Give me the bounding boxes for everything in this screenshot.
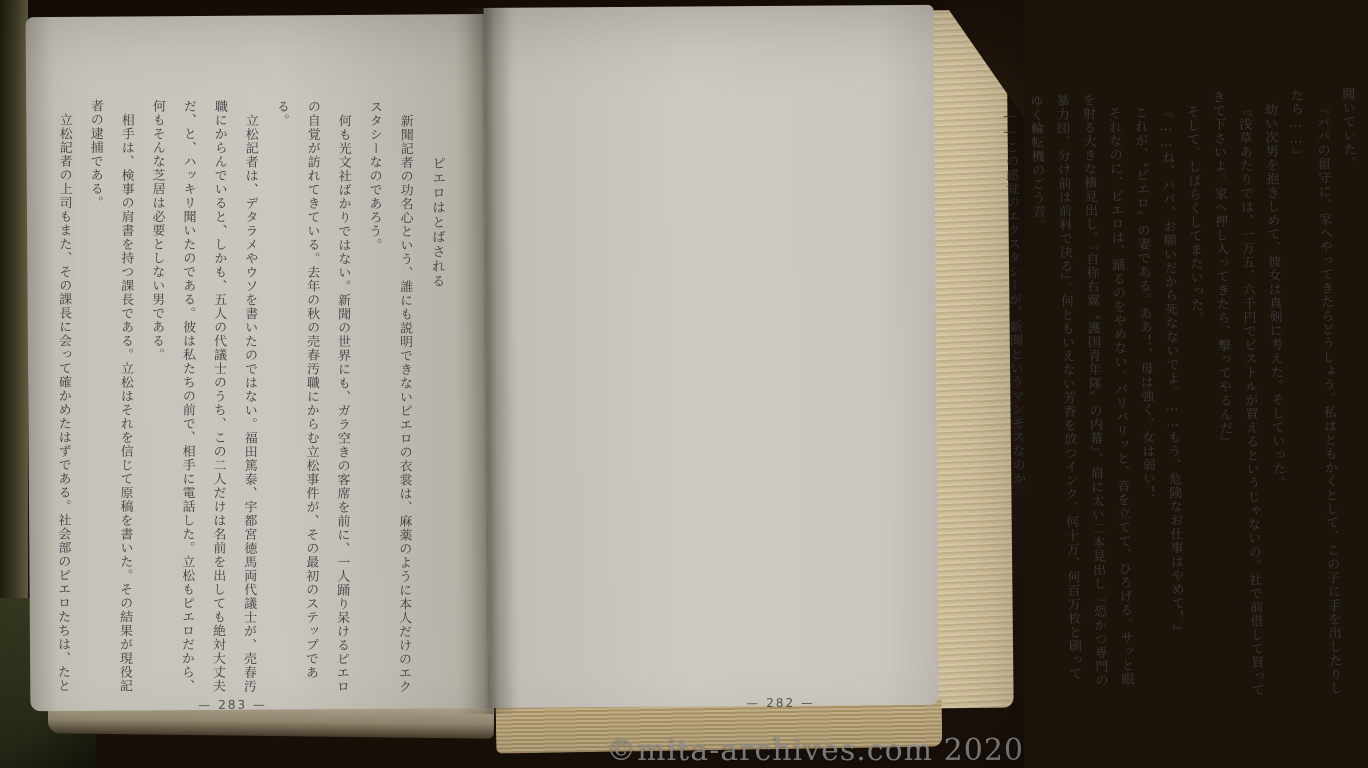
text-column: 聞いていた。 xyxy=(1339,87,1357,171)
left-page-text xyxy=(54,99,446,716)
text-column: を射る大きな横見出し。『自称右翼〝護国青年隊〟の内幕』、肩に太い二本見出し『恐かつ専門の xyxy=(1079,93,1108,688)
watermark: ©mita-archives.com 2020 xyxy=(606,733,1024,768)
text-column: ——この感覚のエクスタシーが、新聞というマンモスなのか。 xyxy=(1001,108,1026,500)
text-column: 新聞記者の功名心という、誰にも説明できないピエロの衣裳は、麻薬のように本人だけのエク xyxy=(395,114,413,694)
text-column: 『パパの留守に、家へやってきたらどうしょう。私はともかくとして、この子に手を出したりし xyxy=(1313,101,1343,696)
text-column: 職にからんでいると、しかも、五人の代議士のうち、この二人だけは名前を出しても絶対大丈夫 xyxy=(209,99,227,693)
text-column: 暴力団、分け前は前科で決る』。何ともいえない芳香を放つインク、何十万、何百万枚と刷って xyxy=(1053,93,1082,681)
text-column: これが、〝ピエロ〟の妻である。ああ！、母は強く、女は弱い！ xyxy=(1131,105,1156,500)
text-column: ゆく輪転機のごう音。 xyxy=(1027,94,1046,233)
right-page-number: — 282 — xyxy=(746,695,815,711)
text-column: 立松記者は、デタラメやウソを書いたのではない。福田篤泰、宇都宮徳馬両代議士が、売春汚 xyxy=(240,113,258,694)
text-column: スタシーなのであろう。 xyxy=(366,100,382,252)
text-column: の自覚が訪れてきている。去年の秋の売春汚職にからむ立松事件が、その最初のステップであ xyxy=(302,99,320,680)
section-heading: ピエロはとばされる xyxy=(428,156,446,289)
text-column: 『……ね、パパ、お願いだから死なないでよ。……もう、危険なお仕事はやめて！』 xyxy=(1157,105,1185,638)
text-column: 何も光文社ばかりではない。新聞の世界にも、ガラ空きの客席を前に、一人踊り呆けるピエロ xyxy=(333,113,351,694)
text-column: 立松記者の上司もまた、その課長に会って確かめたはずである。社会部のピエロたちは、たと xyxy=(54,112,72,693)
text-column: 者の逮捕である。 xyxy=(87,99,103,210)
text-column: たら……』 xyxy=(1287,88,1304,162)
right-page xyxy=(484,5,1357,711)
text-column: そして、しばらくしてまたいった。 xyxy=(1183,104,1204,326)
text-column: 相手は、検事の肩書を持つ課長である。立松はそれを信じて原稿を書いた。その結果が現役記 xyxy=(116,113,134,693)
text-column: 『浅草あたりでは、一万五、六千円でピストルが買えるというじゃないの。社で前借して買って xyxy=(1235,103,1265,698)
text-column: る。 xyxy=(273,99,289,128)
text-column: 何もそんな芝居は必要としない男である。 xyxy=(148,99,165,362)
text-column: だ、と、ハッキリ聞いたのである。彼は私たちの前で、相手に電話した。立松もピエロだから、 xyxy=(178,99,196,693)
text-column: 幼い次男を抱きしめて、彼女は真剣に考えた。そしていった。 xyxy=(1261,102,1286,490)
text-column: それなのに、ピエロは、踊るのをやめない。バリバリッと、音を立てて、ひろげる。サッと眼 xyxy=(1105,106,1134,687)
left-page-number: — 283 — xyxy=(198,697,267,712)
left-page xyxy=(26,14,489,711)
right-page-text xyxy=(995,87,1367,705)
open-book xyxy=(26,5,1357,717)
text-column: きて下さいよ。家へ押し入ってきたら、撃ってやるんだ』 xyxy=(1209,90,1233,450)
